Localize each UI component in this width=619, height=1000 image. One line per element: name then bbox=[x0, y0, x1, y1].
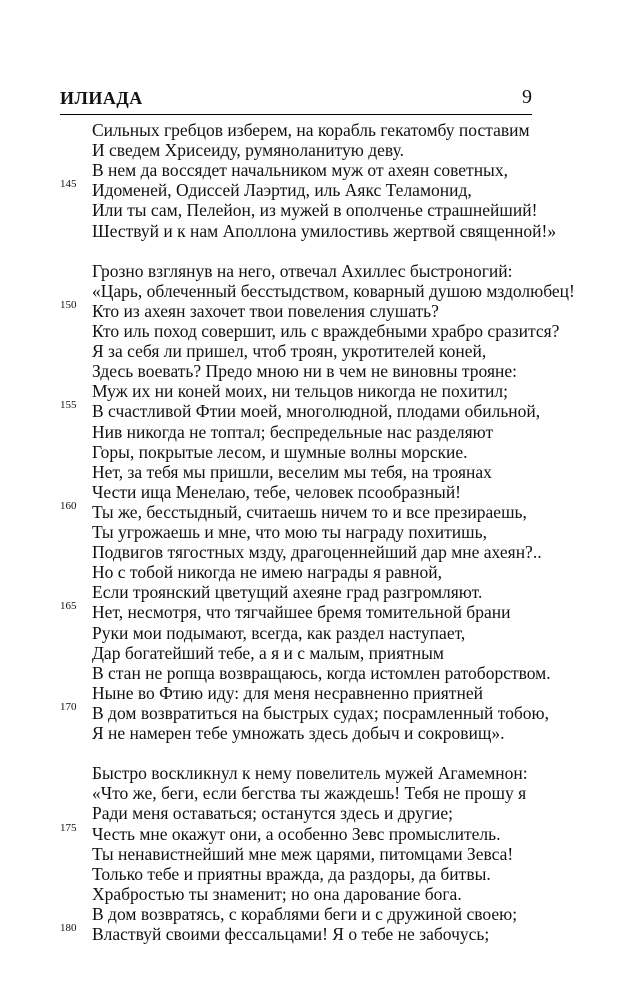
verse-line: «Что же, беги, если бегства ты жаждешь! Тебя не прошу я bbox=[92, 783, 527, 804]
verse-line: И сведем Хрисеиду, румянoланитую деву. bbox=[92, 140, 404, 161]
verse-line: Но с тобой никогда не имею награды я равной, bbox=[92, 562, 442, 583]
verse-line: Грозно взглянув на него, отвечал Ахиллес быстроногий: bbox=[92, 260, 513, 281]
verse-line: В нем да воссядет начальником муж от ахеян советных, bbox=[92, 160, 508, 181]
verse-line: Нив никогда не топтал; беспредельные нас разделяют bbox=[92, 421, 494, 442]
line-number: 150 bbox=[60, 298, 77, 311]
verse-line: В дом возвратиться на быстрых судах; посрамленный тобою, bbox=[92, 702, 549, 723]
verse-line: Кто из ахеян захочет твои повеления слушать? bbox=[92, 300, 439, 321]
line-number: 175 bbox=[60, 821, 77, 834]
verse-line: Я за себя ли пришел, чтоб троян, укротителей коней, bbox=[92, 341, 487, 362]
verse-line: Нет, несмотря, что тягчайшее бремя томительной брани bbox=[92, 602, 511, 623]
verse-line: Чести ища Менелаю, тебе, человек псообразный! bbox=[92, 481, 462, 502]
verse-line: Дар богатейший тебе, а я и с малым, приятным bbox=[92, 642, 444, 663]
verse-line: В стан не ропща возвращаюсь, когда истомлен ратоборством. bbox=[92, 662, 551, 683]
verse-line: Шествуй и к нам Аполлона умилостивь жертвой священной!» bbox=[92, 220, 557, 241]
verse-line: Ты угрожаешь и мне, что мою ты награду похитишь, bbox=[92, 522, 487, 542]
verse-line: Сильных гребцов изберем, на корабль гекатомбу поставим bbox=[92, 120, 530, 140]
verse-line: Быстро воскликнул к нему повелитель мужей Агамемнон: bbox=[92, 763, 528, 784]
line-number: 170 bbox=[60, 700, 77, 713]
verse-line: Здесь воевать? Предо мною ни в чем не виновны трояне: bbox=[92, 361, 517, 382]
line-number: 155 bbox=[60, 399, 77, 412]
verse-line: Храбростью ты знаменит; но она дарование бога. bbox=[92, 883, 462, 904]
verse-line: Руки мои подымают, всегда, как раздел наступает, bbox=[92, 622, 466, 643]
line-number: 165 bbox=[60, 600, 77, 613]
verse-line: Честь мне окажут они, а особенно Зевс промыслитель. bbox=[92, 823, 501, 844]
verse-line: Подвигов тягостных мзду, драгоценнейший дар мне ахеян?.. bbox=[92, 542, 542, 563]
verse-line: «Царь, облеченный бесстыдством, коварный душою мздолюбец! bbox=[92, 280, 575, 301]
verse-line: Муж их ни коней моих, ни тельцов никогда не похитил; bbox=[92, 381, 508, 402]
verse-line: Если троянский цветущий ахеяне град разгромляют. bbox=[92, 582, 483, 603]
page-number: 9 bbox=[522, 86, 532, 108]
line-number: 145 bbox=[60, 178, 77, 191]
verse-line: Или ты сам, Пелейон, из мужей в ополченье страшнейший! bbox=[92, 200, 538, 221]
verse-line: В счастливой Фтии моей, многолюдной, плодами обильной, bbox=[92, 401, 541, 422]
verse-line: Кто иль поход совершит, иль с враждебными храбро сразится? bbox=[92, 321, 560, 341]
running-title: ИЛИАДА bbox=[60, 88, 143, 108]
verse-line: Ты же, бесстыдный, считаешь ничем то и все презираешь, bbox=[92, 501, 527, 522]
verse-line: Идоменей, Одиссей Лаэртид, иль Аякс Теламонид, bbox=[92, 180, 472, 201]
running-header bbox=[60, 86, 532, 115]
line-number: 180 bbox=[60, 922, 77, 934]
verse-line: Нет, за тебя мы пришли, веселим мы тебя, на троянах bbox=[92, 461, 492, 482]
verse-line: В дом возвратясь, с кораблями беги и с дружиной своею; bbox=[92, 903, 518, 924]
verse-line: Ради меня оставаться; останутся здесь и другие; bbox=[92, 803, 454, 824]
verse-line: Ныне во Фтию иду: для меня несравненно приятней bbox=[92, 682, 483, 703]
verse-line: Я не намерен тебе умножать здесь добыч и сокровищ». bbox=[92, 723, 505, 743]
verse-line: Ты ненавистнейший мне меж царями, питомцами Зевса! bbox=[92, 843, 514, 864]
verse-line: Горы, покрытые лесом, и шумные волны морские. bbox=[92, 441, 468, 462]
verse-line: Властвуй своими фессальцами! Я о тебе не забочусь; bbox=[92, 924, 490, 944]
verse-line: Только тебе и приятны вражда, да раздоры, да битвы. bbox=[92, 863, 491, 884]
line-number: 160 bbox=[60, 499, 77, 512]
